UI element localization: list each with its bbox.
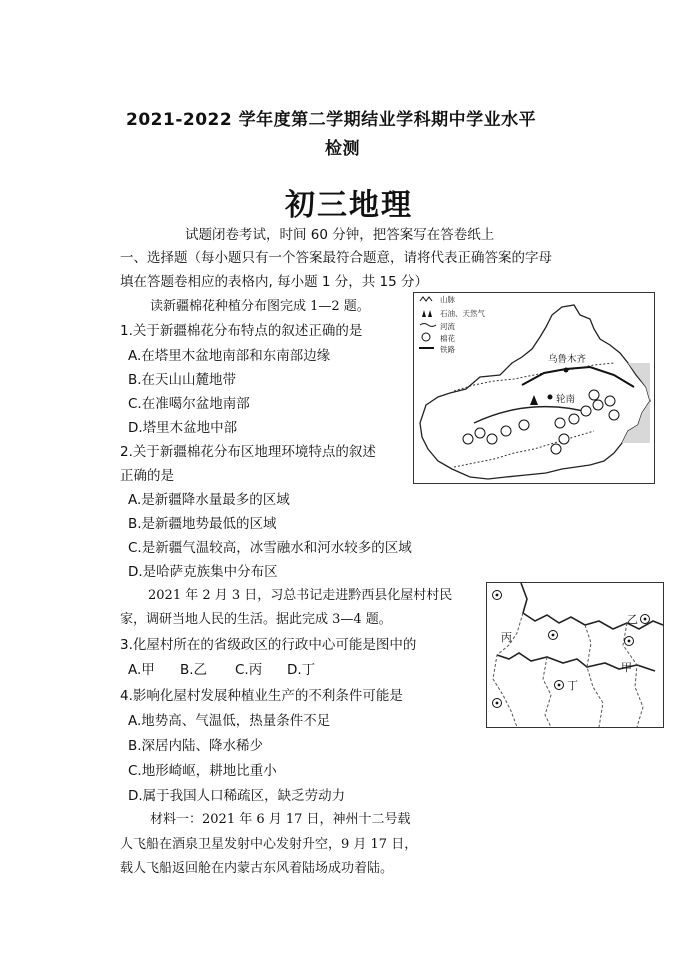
- legend-railway: 铁路: [440, 345, 455, 354]
- q3-option-c: C.丙: [235, 662, 263, 678]
- label-bing: 丙: [501, 631, 512, 644]
- kunlun-mountains: [454, 431, 594, 467]
- legend-mountain-icon: [420, 297, 432, 301]
- section-heading-line2: 填在答题卷相应的表格内, 每小题 1 分，共 15 分）: [120, 274, 429, 290]
- section-heading-line1: 一、选择题（每小题只有一个答案最符合题意，请将代表正确答案的字母: [120, 250, 552, 266]
- intro-q1-2: 读新疆棉花种植分布图完成 1—2 题。: [150, 299, 370, 314]
- q3-stem: 3.化屋村所在的省级政区的行政中心可能是图中的: [120, 637, 417, 653]
- legend-cotton-icon: [422, 333, 430, 341]
- exam-title-line2: 检测: [325, 139, 360, 159]
- exam-title-line1: 2021-2022 学年度第二学期结业学科期中学业水平: [126, 110, 537, 130]
- lunnan-dot: [548, 395, 553, 400]
- q1-option-a: A.在塔里木盆地南部和东南部边缘: [128, 348, 331, 364]
- railway-line: [522, 367, 634, 387]
- legend-river: 河流: [440, 322, 455, 331]
- q1-option-c: C.在准噶尔盆地南部: [128, 396, 250, 412]
- legend-oil-icon: [422, 310, 432, 317]
- q3-option-d: D.丁: [287, 662, 316, 678]
- label-ding: 丁: [567, 679, 578, 692]
- legend-mountain: 山脉: [440, 295, 455, 304]
- material1-line3: 载人飞船返回舱在内蒙古东风着陆场成功着陆。: [120, 861, 394, 876]
- intro-q3-4-line1: 2021 年 2 月 3 日，习总书记走进黔西县化屋村村民: [148, 588, 453, 603]
- urumqi-dot: [564, 368, 569, 373]
- guizhou-region-map: [486, 582, 664, 728]
- material1-line2: 人飞船在酒泉卫星发射中心发射升空，9 月 17 日，: [120, 837, 418, 852]
- q1-option-b: B.在天山山麓地带: [128, 372, 237, 388]
- q4-option-d: D.属于我国人口稀疏区，缺乏劳动力: [128, 788, 346, 804]
- q1-stem: 1.关于新疆棉花分布特点的叙述正确的是: [120, 323, 363, 339]
- q4-option-a: A.地势高、气温低，热量条件不足: [128, 713, 331, 729]
- q2-stem-line1: 2.关于新疆棉花分布区地理环境特点的叙述: [120, 444, 376, 460]
- q2-option-b: B.是新疆地势最低的区域: [128, 516, 277, 532]
- q2-option-a: A.是新疆降水量最多的区域: [128, 492, 290, 508]
- boundary-south: [543, 657, 551, 727]
- xinjiang-cotton-map: [413, 292, 655, 484]
- q2-option-c: C.是新疆气温较高，冰雪融水和河水较多的区域: [128, 540, 412, 556]
- exam-note: 试题闭卷考试，时间 60 分钟，把答案写在答卷纸上: [185, 227, 495, 243]
- label-jia: 甲: [621, 661, 632, 674]
- legend-oil-gas: 石油、天然气: [440, 309, 485, 318]
- label-urumqi: 乌鲁木齐: [548, 354, 587, 365]
- q4-option-b: B.深居内陆、降水稀少: [128, 738, 264, 754]
- label-lunnan: 轮南: [556, 394, 576, 405]
- boundary-inner: [585, 625, 603, 727]
- label-yi: 乙: [627, 613, 638, 626]
- q4-option-c: C.地形崎岖，耕地比重小: [128, 763, 277, 779]
- guizhou-region-map-svg: [487, 583, 663, 727]
- q2-option-d: D.是哈萨克族集中分布区: [128, 564, 278, 580]
- legend-river-icon: [420, 324, 436, 327]
- q3-option-b: B.乙: [180, 662, 208, 678]
- intro-q3-4-line2: 家，调研当地人民的生活。据此完成 3—4 题。: [120, 612, 392, 627]
- q1-option-d: D.塔里木盆地中部: [128, 420, 238, 436]
- cotton-symbols: [463, 390, 619, 454]
- q2-stem-line2: 正确的是: [120, 468, 174, 484]
- q4-stem: 4.影响化屋村发展种植业生产的不利条件可能是: [120, 688, 403, 704]
- q3-option-a: A.甲: [128, 662, 155, 678]
- subject-title: 初三地理: [285, 188, 413, 223]
- oil-gas-icon: [530, 395, 538, 405]
- legend-cotton: 棉花: [440, 334, 455, 343]
- material1-line1: 材料一：2021 年 6 月 17 日，神州十二号载: [150, 812, 411, 827]
